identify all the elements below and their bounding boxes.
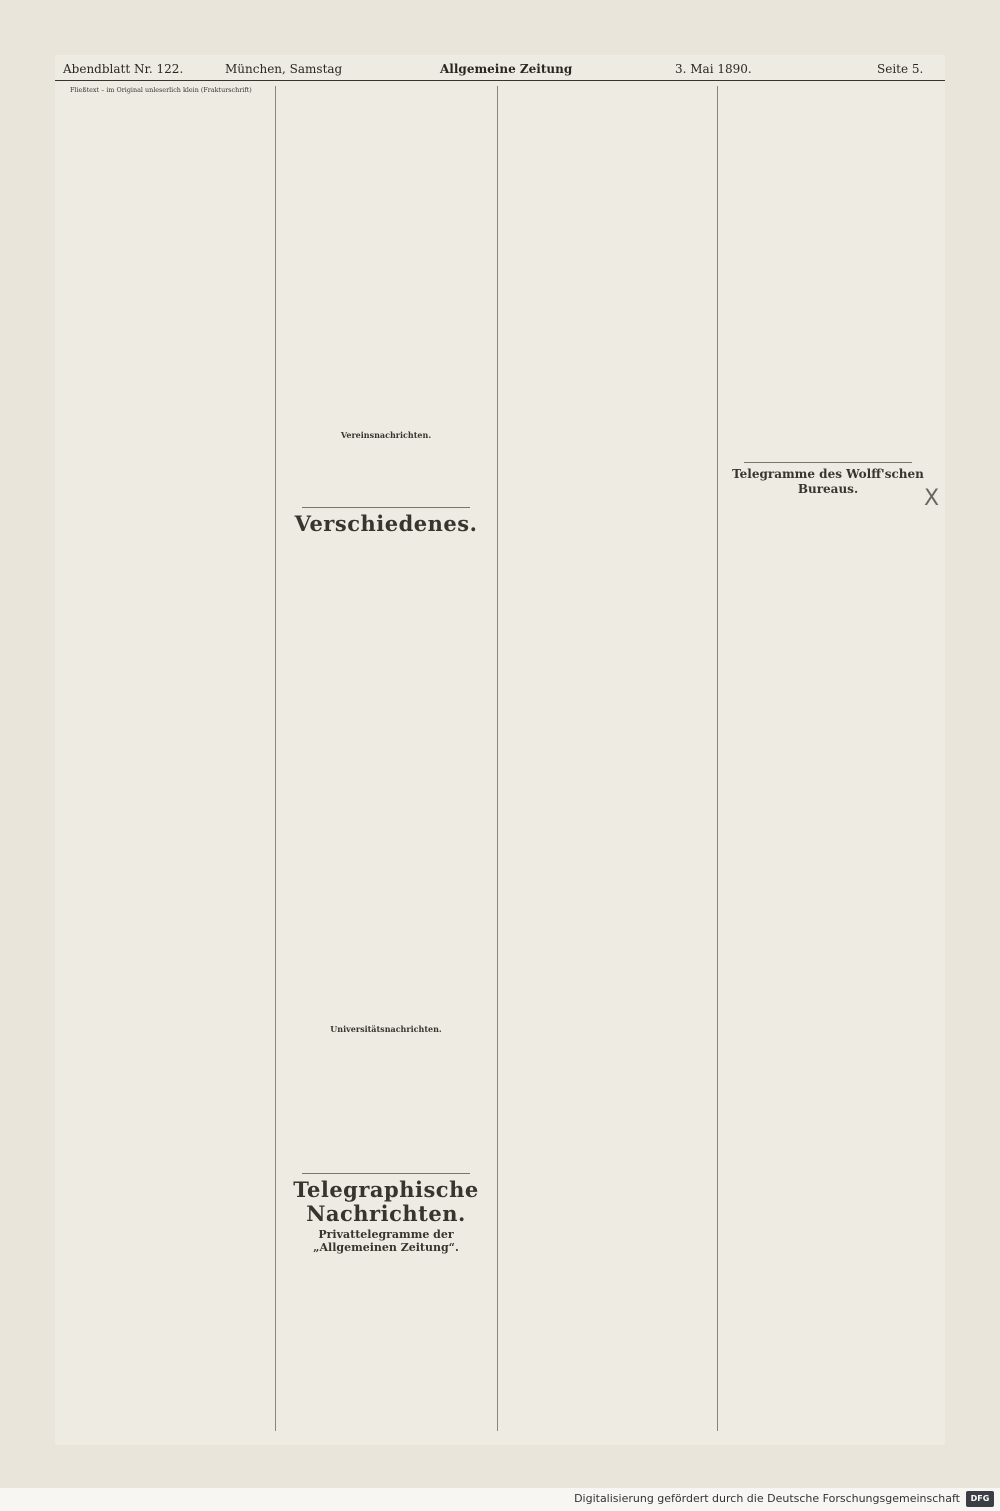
column-2 xyxy=(282,86,490,1431)
section-title-privattelegramme: Privattelegramme der „Allgemeinen Zeitung“. xyxy=(313,1228,459,1254)
footer-credit: Digitalisierung gefördert durch die Deutsche Forschungsgemeinschaft xyxy=(574,1492,960,1505)
footer-bar xyxy=(0,1488,1000,1511)
city-day-label: München, Samstag xyxy=(225,62,343,76)
date-label: 3. Mai 1890. xyxy=(675,62,752,76)
column-4 xyxy=(724,86,932,1431)
section-title-telegraphische: Telegraphische Nachrichten. xyxy=(293,1177,479,1226)
margin-mark: X xyxy=(924,486,940,511)
masthead xyxy=(55,58,945,80)
page-number: Seite 5. xyxy=(877,62,924,76)
body-text: Fließtext – im Original unleserlich klein (Frakturschrift) xyxy=(70,86,252,94)
column-separator xyxy=(497,86,498,1431)
column-1 xyxy=(62,86,268,1431)
paper-title: Allgemeine Zeitung xyxy=(440,62,573,76)
section-divider xyxy=(744,462,912,463)
section-title-verschiedenes: Verschiedenes. xyxy=(294,511,478,536)
masthead-rule xyxy=(55,80,945,81)
section-title-universitaet: Universitätsnachrichten. xyxy=(330,1024,442,1034)
column-separator xyxy=(275,86,276,1431)
section-title-vereinsnachrichten: Vereinsnachrichten. xyxy=(340,430,432,440)
column-separator xyxy=(717,86,718,1431)
edition-label: Abendblatt Nr. 122. xyxy=(63,62,184,76)
section-divider xyxy=(302,1173,470,1174)
section-title-wolff: Telegramme des Wolff'schen Bureaus. xyxy=(732,467,924,496)
section-divider xyxy=(302,507,470,508)
column-3 xyxy=(504,86,710,1431)
dfg-logo-icon: DFG xyxy=(966,1491,994,1507)
